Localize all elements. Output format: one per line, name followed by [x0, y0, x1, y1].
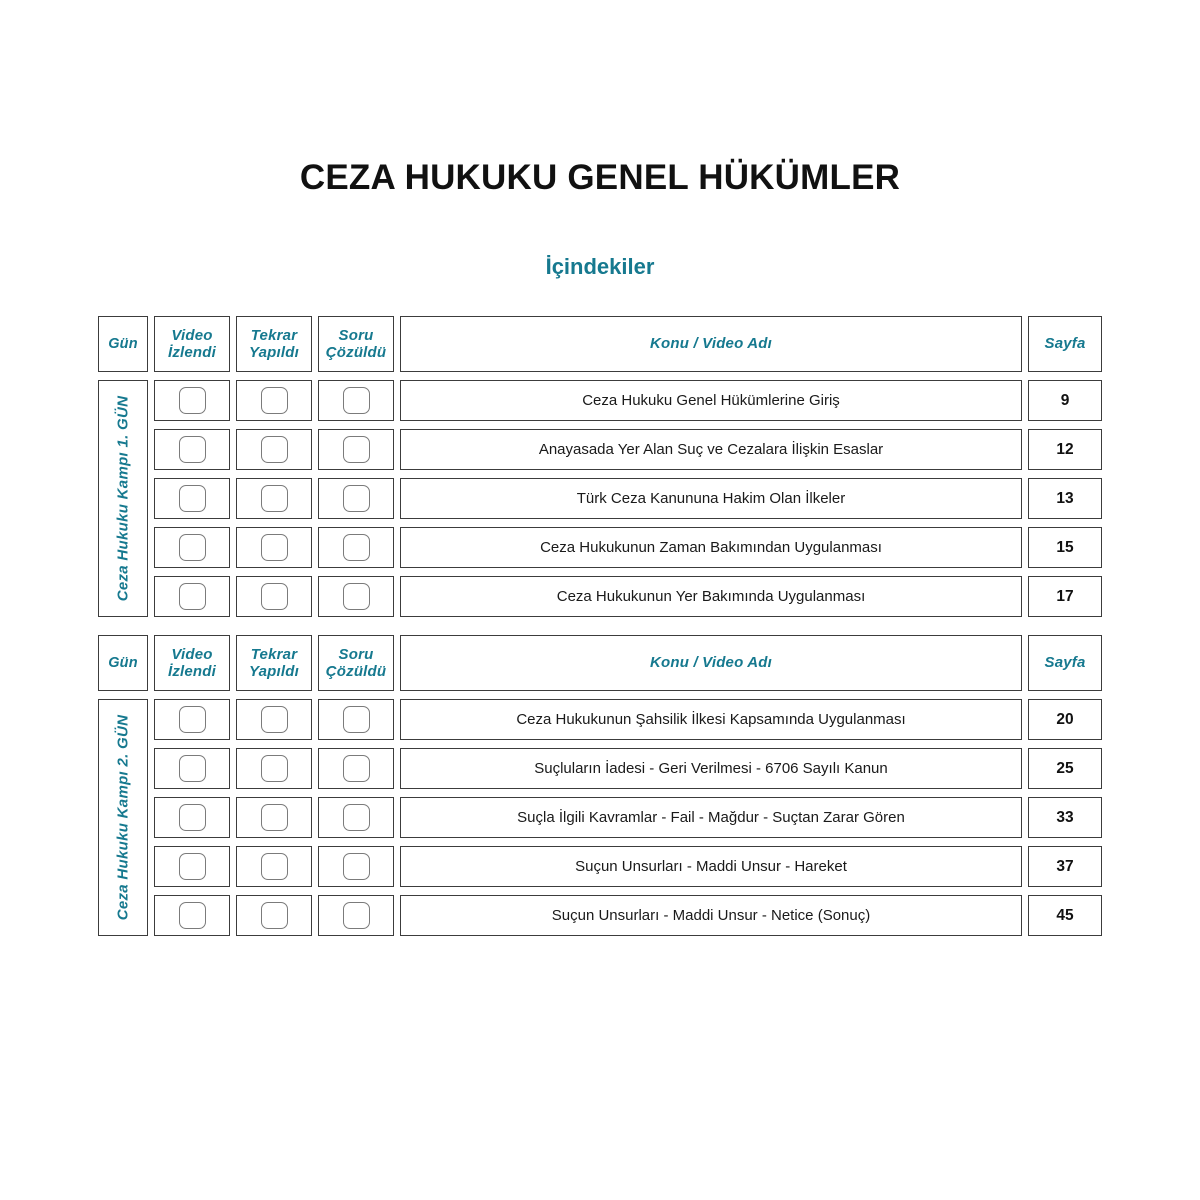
row-sayfa-number: 45: [1028, 895, 1102, 936]
column-header-video-izlendi-line-2: İzlendi: [167, 344, 217, 361]
table-body-group: [98, 380, 1102, 617]
checkbox-video-izlendi-cell: [154, 527, 230, 568]
toc-table-day-2: [98, 635, 1102, 936]
checkbox-soru-cozuldu-cell: [318, 748, 394, 789]
column-header-soru-cozuldu-line-1: Soru: [338, 326, 374, 344]
checkbox-tekrar-yapildi-cell: [236, 527, 312, 568]
day-label-text: Ceza Hukuku Kampı 1. GÜN: [114, 395, 132, 602]
checkbox-tekrar-yapildi[interactable]: [261, 902, 288, 929]
checkbox-soru-cozuldu-cell: [318, 380, 394, 421]
table-row: [154, 380, 1102, 421]
checkbox-video-izlendi[interactable]: [179, 902, 206, 929]
table-row: [154, 576, 1102, 617]
column-header-gun: Gün: [98, 635, 148, 691]
row-sayfa-number: 25: [1028, 748, 1102, 789]
checkbox-video-izlendi[interactable]: [179, 387, 206, 414]
checkbox-video-izlendi-cell: [154, 478, 230, 519]
row-konu-video-adi: Suçun Unsurları - Maddi Unsur - Netice (Sonuç): [400, 895, 1022, 936]
column-header-konu-video-adi: Konu / Video Adı: [400, 316, 1022, 372]
column-header-video-izlendi-text: [168, 327, 216, 362]
row-konu-video-adi: Anayasada Yer Alan Suç ve Cezalara İlişkin Esaslar: [400, 429, 1022, 470]
checkbox-soru-cozuldu[interactable]: [343, 387, 370, 414]
table-row: [154, 527, 1102, 568]
checkbox-tekrar-yapildi[interactable]: [261, 755, 288, 782]
table-row: [154, 846, 1102, 887]
table-row: [154, 478, 1102, 519]
row-sayfa-number: 33: [1028, 797, 1102, 838]
checkbox-tekrar-yapildi[interactable]: [261, 706, 288, 733]
checkbox-soru-cozuldu[interactable]: [343, 436, 370, 463]
checkbox-soru-cozuldu-cell: [318, 797, 394, 838]
table-rows: [154, 699, 1102, 936]
checkbox-video-izlendi-cell: [154, 380, 230, 421]
table-row: [154, 895, 1102, 936]
row-konu-video-adi: Suçluların İadesi - Geri Verilmesi - 6706 Sayılı Kanun: [400, 748, 1022, 789]
checkbox-soru-cozuldu[interactable]: [343, 485, 370, 512]
checkbox-tekrar-yapildi[interactable]: [261, 853, 288, 880]
checkbox-video-izlendi[interactable]: [179, 485, 206, 512]
checkbox-tekrar-yapildi-cell: [236, 699, 312, 740]
column-header-video-izlendi-line-2: İzlendi: [167, 663, 217, 680]
table-body-group: [98, 699, 1102, 936]
column-header-video-izlendi-text: [168, 646, 216, 681]
column-header-video-izlendi-line-1: Video: [171, 326, 213, 344]
row-konu-video-adi: Suçla İlgili Kavramlar - Fail - Mağdur - Suçtan Zarar Gören: [400, 797, 1022, 838]
row-sayfa-number: 9: [1028, 380, 1102, 421]
column-header-soru-cozuldu-text: [326, 646, 387, 681]
column-header-tekrar-yapildi-line-1: Tekrar: [250, 645, 298, 663]
checkbox-tekrar-yapildi[interactable]: [261, 583, 288, 610]
column-header-konu-video-adi: Konu / Video Adı: [400, 635, 1022, 691]
checkbox-tekrar-yapildi[interactable]: [261, 387, 288, 414]
row-sayfa-number: 17: [1028, 576, 1102, 617]
row-konu-video-adi: Ceza Hukukunun Yer Bakımında Uygulanması: [400, 576, 1022, 617]
column-header-gun: Gün: [98, 316, 148, 372]
checkbox-soru-cozuldu-cell: [318, 527, 394, 568]
column-header-video-izlendi: [154, 635, 230, 691]
checkbox-tekrar-yapildi-cell: [236, 478, 312, 519]
row-konu-video-adi: Suçun Unsurları - Maddi Unsur - Hareket: [400, 846, 1022, 887]
checkbox-video-izlendi[interactable]: [179, 534, 206, 561]
table-row: [154, 699, 1102, 740]
checkbox-video-izlendi-cell: [154, 895, 230, 936]
checkbox-soru-cozuldu[interactable]: [343, 804, 370, 831]
column-header-sayfa: Sayfa: [1028, 316, 1102, 372]
checkbox-tekrar-yapildi[interactable]: [261, 534, 288, 561]
row-konu-video-adi: Ceza Hukukunun Zaman Bakımından Uygulanması: [400, 527, 1022, 568]
checkbox-soru-cozuldu-cell: [318, 699, 394, 740]
row-sayfa-number: 13: [1028, 478, 1102, 519]
table-row: [154, 429, 1102, 470]
column-header-tekrar-yapildi-text: [249, 327, 299, 362]
column-header-sayfa: Sayfa: [1028, 635, 1102, 691]
checkbox-soru-cozuldu[interactable]: [343, 853, 370, 880]
checkbox-video-izlendi-cell: [154, 846, 230, 887]
column-header-tekrar-yapildi-text: [249, 646, 299, 681]
column-header-tekrar-yapildi-line-1: Tekrar: [250, 326, 298, 344]
checkbox-tekrar-yapildi-cell: [236, 429, 312, 470]
column-header-soru-cozuldu-line-1: Soru: [338, 645, 374, 663]
checkbox-tekrar-yapildi-cell: [236, 846, 312, 887]
column-header-soru-cozuldu: [318, 316, 394, 372]
row-konu-video-adi: Ceza Hukukunun Şahsilik İlkesi Kapsamında Uygulanması: [400, 699, 1022, 740]
table-header-row: [98, 316, 1102, 372]
checkbox-video-izlendi[interactable]: [179, 755, 206, 782]
row-konu-video-adi: Türk Ceza Kanununa Hakim Olan İlkeler: [400, 478, 1022, 519]
row-konu-video-adi: Ceza Hukuku Genel Hükümlerine Giriş: [400, 380, 1022, 421]
checkbox-soru-cozuldu[interactable]: [343, 902, 370, 929]
column-header-soru-cozuldu-text: [326, 327, 387, 362]
checkbox-tekrar-yapildi-cell: [236, 797, 312, 838]
day-label-cell: [98, 380, 148, 617]
checkbox-soru-cozuldu-cell: [318, 846, 394, 887]
day-label-cell: [98, 699, 148, 936]
checkbox-tekrar-yapildi[interactable]: [261, 436, 288, 463]
checkbox-tekrar-yapildi[interactable]: [261, 485, 288, 512]
checkbox-video-izlendi-cell: [154, 429, 230, 470]
table-of-contents-heading: İçindekiler: [545, 254, 655, 279]
checkbox-video-izlendi[interactable]: [179, 804, 206, 831]
column-header-video-izlendi-line-1: Video: [171, 645, 213, 663]
checkbox-tekrar-yapildi-cell: [236, 380, 312, 421]
checkbox-video-izlendi-cell: [154, 797, 230, 838]
checkbox-video-izlendi-cell: [154, 748, 230, 789]
checkbox-soru-cozuldu-cell: [318, 478, 394, 519]
checkbox-soru-cozuldu[interactable]: [343, 534, 370, 561]
page-title: CEZA HUKUKU GENEL HÜKÜMLER: [299, 158, 901, 197]
row-sayfa-number: 20: [1028, 699, 1102, 740]
table-row: [154, 748, 1102, 789]
row-sayfa-number: 12: [1028, 429, 1102, 470]
checkbox-video-izlendi[interactable]: [179, 706, 206, 733]
table-rows: [154, 380, 1102, 617]
checkbox-video-izlendi-cell: [154, 699, 230, 740]
checkbox-tekrar-yapildi-cell: [236, 895, 312, 936]
column-header-video-izlendi: [154, 316, 230, 372]
checkbox-video-izlendi[interactable]: [179, 853, 206, 880]
table-row: [154, 797, 1102, 838]
column-header-tekrar-yapildi-line-2: Yapıldı: [248, 663, 300, 680]
checkbox-soru-cozuldu-cell: [318, 576, 394, 617]
row-sayfa-number: 37: [1028, 846, 1102, 887]
row-sayfa-number: 15: [1028, 527, 1102, 568]
checkbox-soru-cozuldu[interactable]: [343, 583, 370, 610]
column-header-tekrar-yapildi-line-2: Yapıldı: [248, 344, 300, 361]
checkbox-soru-cozuldu[interactable]: [343, 755, 370, 782]
checkbox-soru-cozuldu-cell: [318, 895, 394, 936]
column-header-soru-cozuldu-line-2: Çözüldü: [325, 344, 387, 361]
checkbox-tekrar-yapildi[interactable]: [261, 804, 288, 831]
checkbox-soru-cozuldu-cell: [318, 429, 394, 470]
toc-table-day-1: [98, 316, 1102, 617]
table-header-row: [98, 635, 1102, 691]
column-header-tekrar-yapildi: [236, 316, 312, 372]
checkbox-soru-cozuldu[interactable]: [343, 706, 370, 733]
column-header-tekrar-yapildi: [236, 635, 312, 691]
checkbox-tekrar-yapildi-cell: [236, 576, 312, 617]
checkbox-video-izlendi[interactable]: [179, 583, 206, 610]
checkbox-tekrar-yapildi-cell: [236, 748, 312, 789]
day-label-text: Ceza Hukuku Kampı 2. GÜN: [114, 714, 132, 921]
checkbox-video-izlendi-cell: [154, 576, 230, 617]
checkbox-video-izlendi[interactable]: [179, 436, 206, 463]
column-header-soru-cozuldu-line-2: Çözüldü: [325, 663, 387, 680]
column-header-soru-cozuldu: [318, 635, 394, 691]
